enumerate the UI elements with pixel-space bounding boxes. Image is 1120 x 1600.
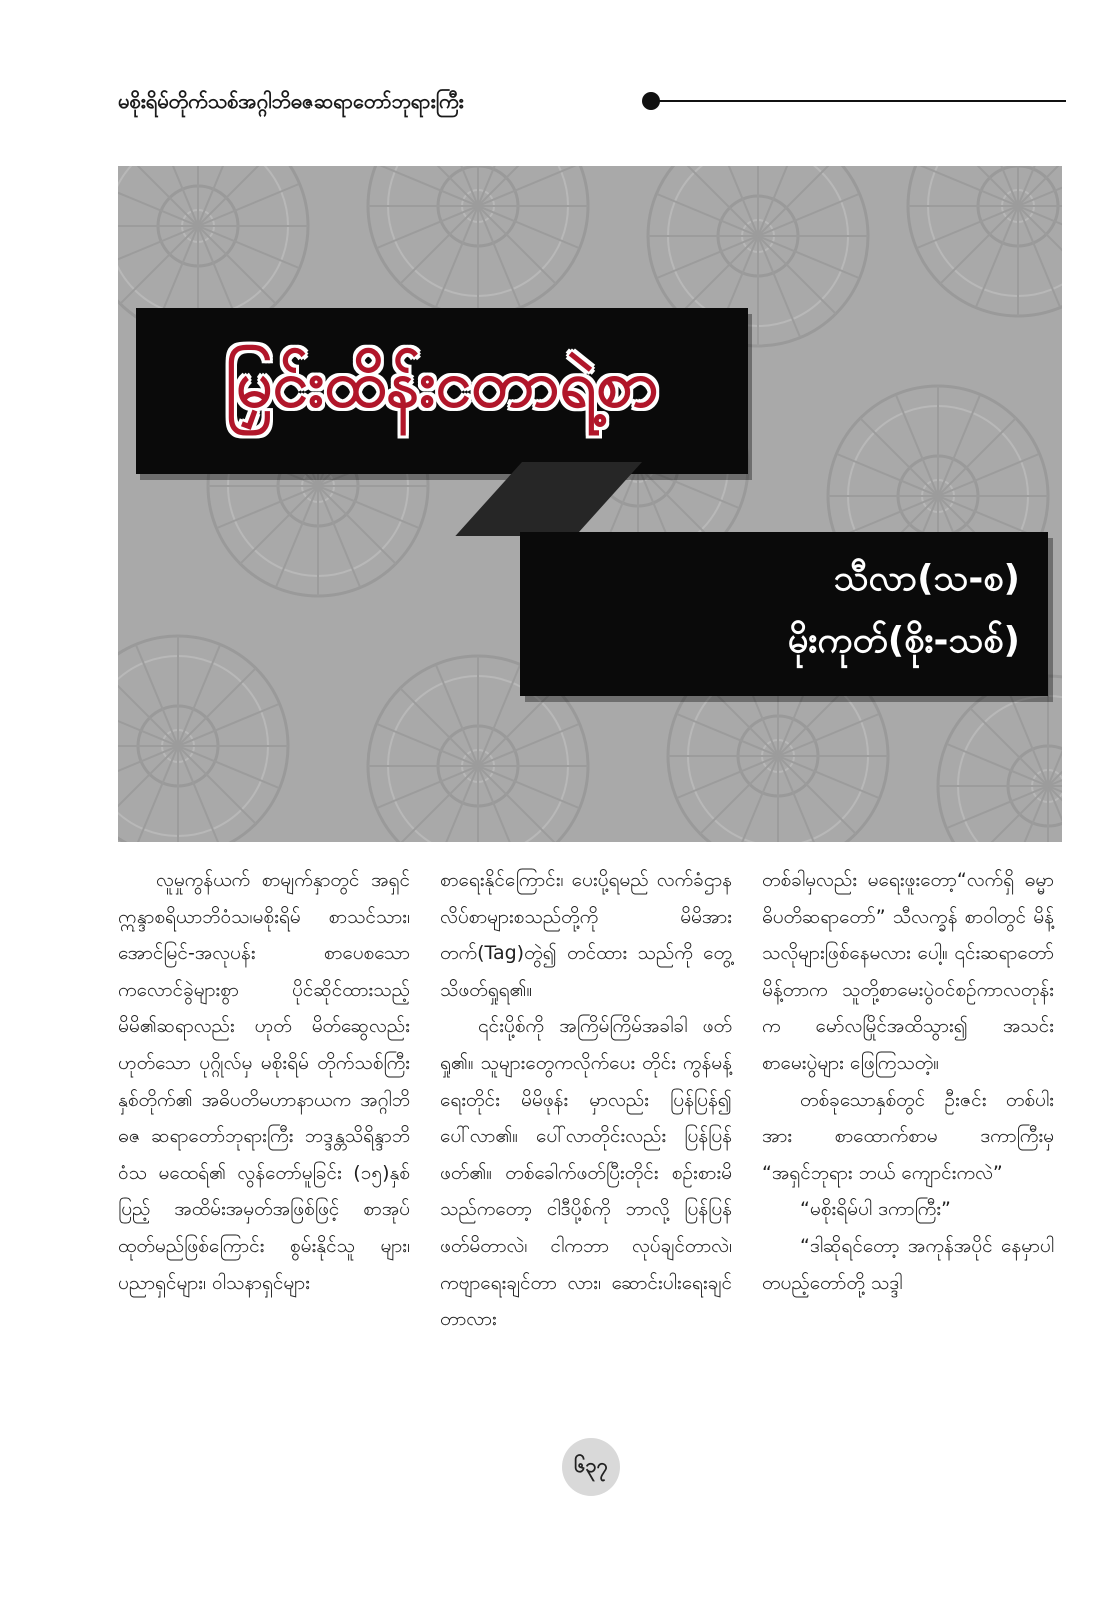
- running-header: [118, 84, 1068, 118]
- paragraph: တစ်ခုသောနှစ်တွင် ဦးဇင်း တစ်ပါးအား စာထောက်စာမ ဒကာကြီးမှ “အရှင်ဘုရား ဘယ် ကျောင်းကလဲ”: [762, 1088, 1054, 1184]
- running-title: မစိုးရိမ်တိုက်သစ်အဂ္ဂါဘိဓဇဆရာတော်ဘုရားကြီး: [118, 89, 464, 113]
- column-1: [118, 862, 410, 1301]
- article-title: မြှင်းထိန်းငတာရဲ့စာ: [225, 347, 659, 422]
- paragraph: တစ်ခါမှလည်း မရေးဖူးတော့“လက်ရှိ ဓမ္မာဓိပတိဆရာတော်” သီလက္ခန် စာဝါတွင် မိန့်သလိုများဖြစ်နေမလား ပေါ့။ ၎င်းဆရာတော် မိန့်တာက သူတို့စာမေးပွဲဝင်စဉ်ကာလတုန်းက မော်လမြိုင်အထိသွား၍ အသင်း စာမေးပွဲများ ဖြေကြသတဲ့။: [762, 869, 1054, 1074]
- paragraph: “မစိုးရိမ်ပါ ဒကာကြီး”: [800, 1198, 951, 1221]
- column-3: [762, 862, 1054, 1301]
- hero-banner: [118, 166, 1062, 842]
- column-2: [440, 862, 732, 1338]
- paragraph: ၎င်းပို့စ်ကို အကြိမ်ကြိမ်အခါခါ ဖတ်ရှု၏။ သူများတွေကလိုက်ပေး တိုင်း ကွန်မန့်ရေးတိုင်း မိမိဖုန်း မှာလည်း ပြန်ပြန်၍ ပေါ်လာ၏။ ပေါ်လာတိုင်းလည်း ပြန်ပြန်ဖတ်၏။ တစ်ခေါက်ဖတ်ပြီးတိုင်း စဉ်းစားမိ သည်ကတော့ ငါဒီပို့စ်ကို ဘာလို့ ပြန်ပြန်ဖတ်မိတာလဲ၊ ငါကဘာ လုပ်ချင်တာလဲ၊ ကဗျာရေးချင်တာ လား၊ ဆောင်းပါးရေးချင်တာလား: [440, 1015, 732, 1331]
- author-box: [520, 532, 1048, 696]
- author-line-2: မိုးကုတ်(စိုး-သစ်): [787, 620, 1020, 661]
- page-number: ၆၃၇: [562, 1438, 620, 1496]
- title-box: [136, 308, 748, 474]
- paragraph: စာရေးနိုင်ကြောင်း၊ ပေးပို့ရမည် လက်ခံဌာန လိပ်စာများစသည်တို့ကို မိမိအား တက်(Tag)တွဲ၍ တင်ထား သည်ကို တွေ့သိဖတ်ရှုရ၏။: [440, 869, 732, 1001]
- paragraph: လူမှုကွန်ယက် စာမျက်နှာတွင် အရှင်ဣန္ဒာစရိယာဘိဝံသ၊မစိုးရိမ် စာသင်သား၊အောင်မြင်-အလုပန်း စာပေစသော ကလောင်ခွဲများစွာ ပိုင်ဆိုင်ထားသည့် မိမိ၏ဆရာလည်း ဟုတ် မိတ်ဆွေလည်း ဟုတ်သော ပုဂ္ဂိုလ်မှ မစိုးရိမ် တိုက်သစ်ကြီး နှစ်တိုက်၏ အဓိပတိမဟာနာယက အဂ္ဂါဘိဓဇ ဆရာတော်ဘုရားကြီး ဘဒ္ဒန္တသိရိန္ဒာဘိဝံသ မထေရ်၏ လွန်တော်မူခြင်း (၁၅)နှစ်ပြည့် အထိမ်းအမှတ်အဖြစ်ဖြင့် စာအုပ် ထုတ်မည်ဖြစ်ကြောင်း စွမ်းနိုင်သူ များ၊ ပညာရှင်များ၊ ဝါသနာရှင်များ: [118, 869, 410, 1294]
- paragraph: “ဒါဆိုရင်တော့ အကုန်အပိုင် နေမှာပါ တပည့်တော်တို့ သဒ္ဒါ: [762, 1234, 1054, 1294]
- header-rule: [658, 100, 1066, 102]
- body-columns: [118, 862, 1062, 1402]
- author-line-1: သီလာ(သ-စ): [833, 558, 1020, 599]
